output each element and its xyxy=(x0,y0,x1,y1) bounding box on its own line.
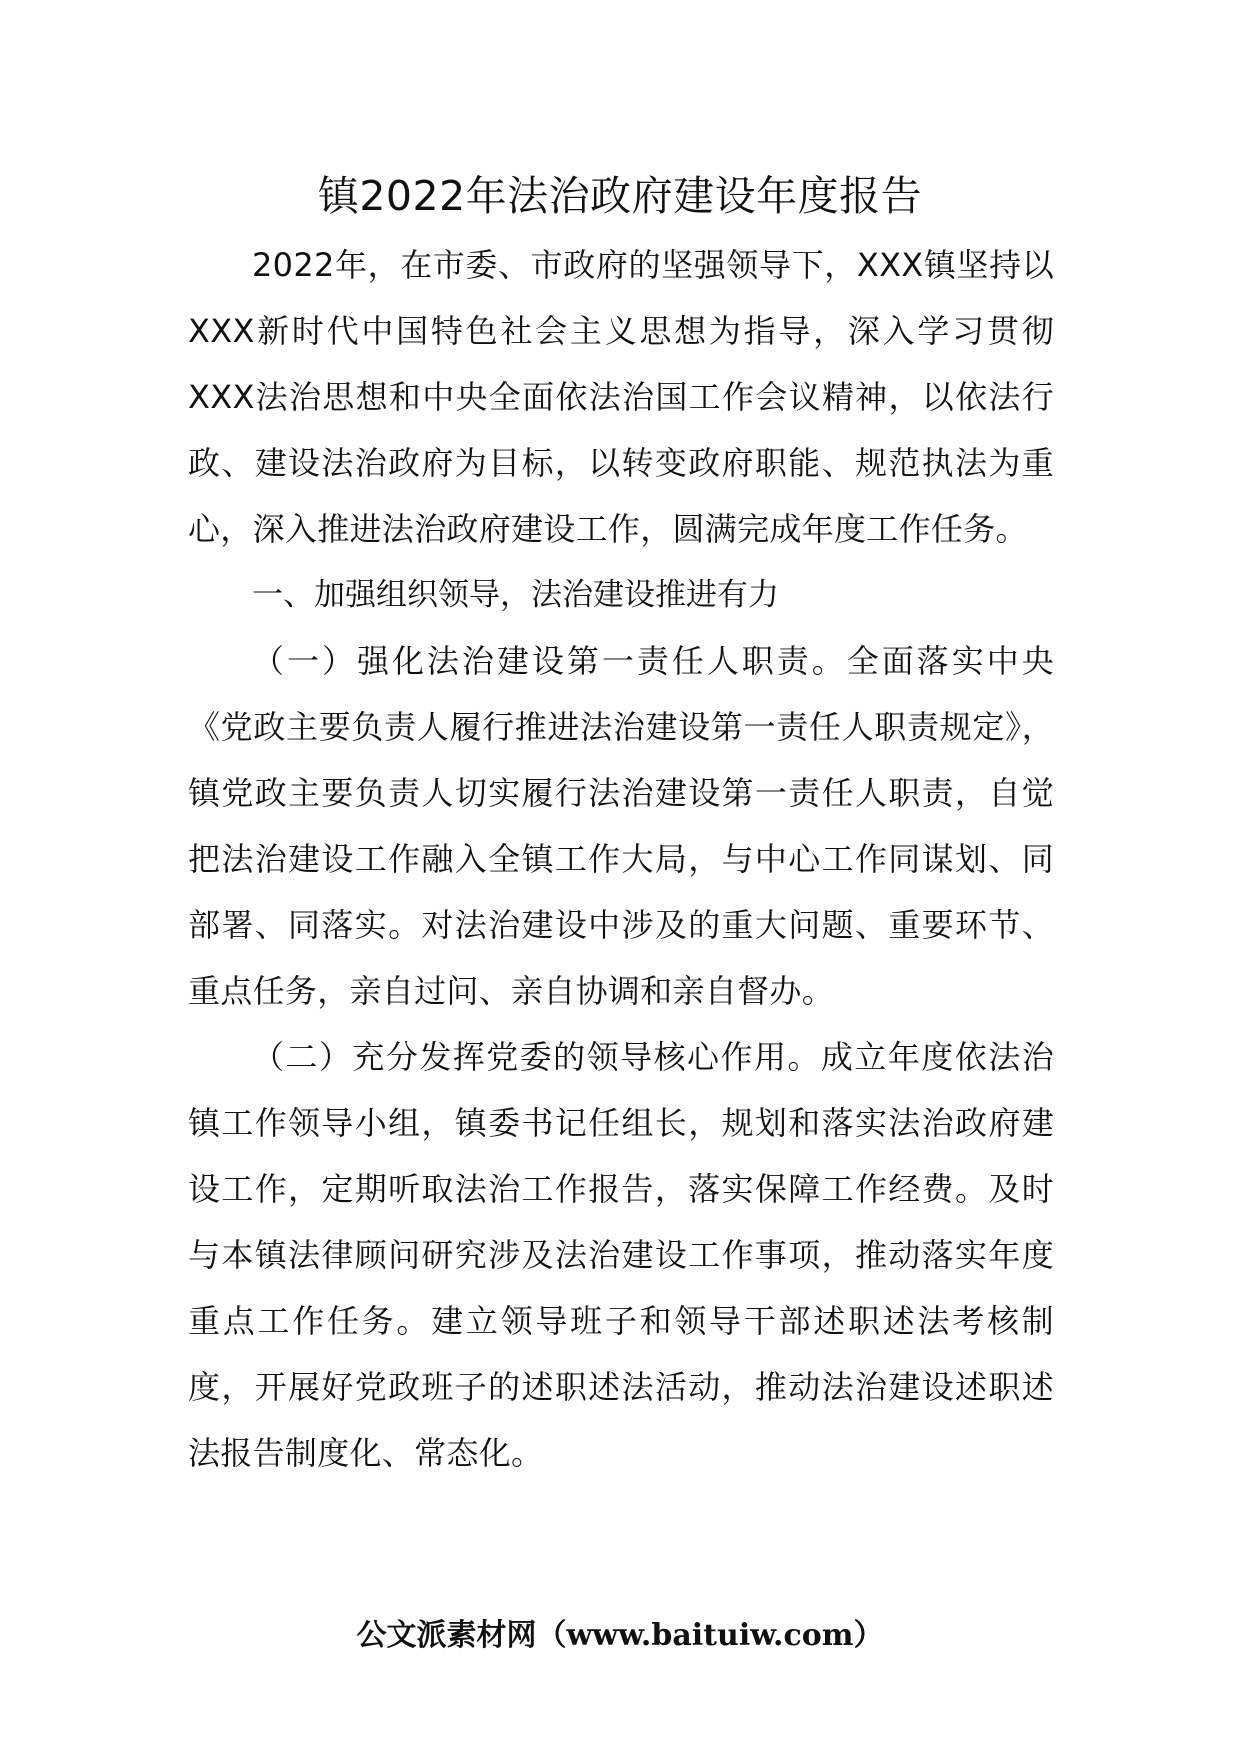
subsection-paragraph-2: （二）充分发挥党委的领导核心作用。成立年度依法治镇工作领导小组，镇委书记任组长，规划和落实法治政府建设工作，定期听取法治工作报告，落实保障工作经费。及时与本镇法律顾问研究涉及法治建设工作事项，推动落实年度重点工作任务。建立领导班子和领导干部述职述法考核制度，开展好党政班子的述职述法活动，推动法治建设述职述法报告制度化、常态化。 xyxy=(188,1038,1054,1472)
intro-paragraph: 2022年，在市委、市政府的坚强领导下，XXX镇坚持以XXX新时代中国特色社会主义思想为指导，深入学习贯彻XXX法治思想和中央全面依法治国工作会议精神，以依法行政、建设法治政府为目标，以转变政府职能、规范执法为重心，深入推进法治政府建设工作，圆满完成年度工作任务。 xyxy=(188,246,1054,548)
document-body xyxy=(188,232,1054,1486)
section-heading-1: 一、加强组织领导，法治建设推进有力 xyxy=(252,577,779,613)
document-title: 镇2022年法治政府建设年度报告 xyxy=(317,172,923,220)
watermark-footer: 公文派素材网（www.baituiw.com） xyxy=(356,1618,884,1653)
subsection-paragraph-1: （一）强化法治建设第一责任人职责。全面落实中央《党政主要负责人履行推进法治建设第一责任人职责规定》，镇党政主要负责人切实履行法治建设第一责任人职责，自觉把法治建设工作融入全镇工作大局，与中心工作同谋划、同部署、同落实。对法治建设中涉及的重大问题、重要环节、重点任务，亲自过问、亲自协调和亲自督办。 xyxy=(188,642,1054,1010)
